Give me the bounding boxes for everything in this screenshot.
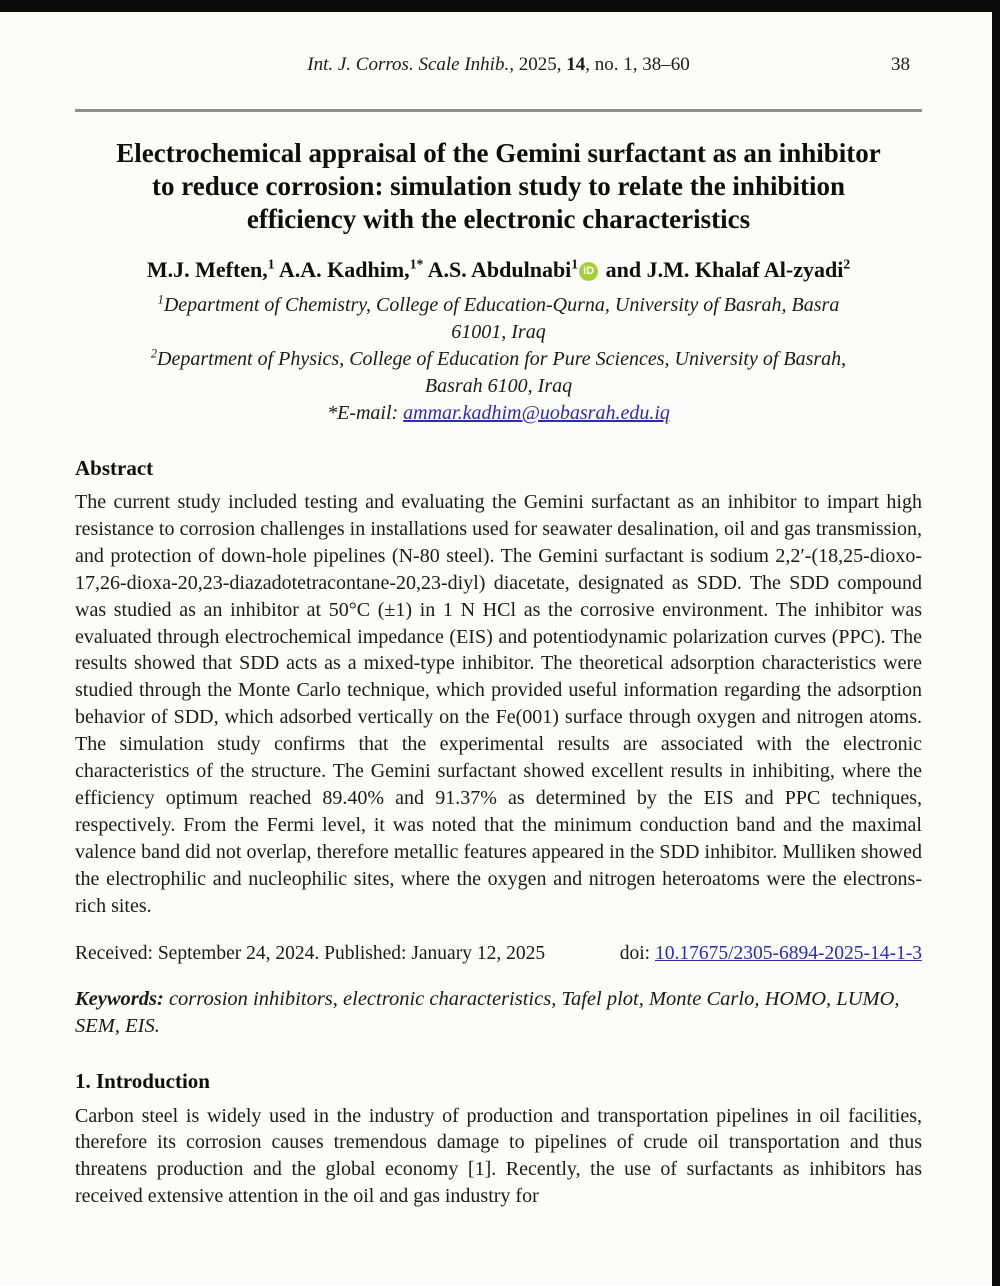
journal-header	[75, 52, 922, 78]
affiliation-1-mark: 1	[157, 292, 164, 307]
photo-border-right	[992, 0, 1000, 1286]
page-number: 38	[891, 54, 910, 75]
abstract-heading: Abstract	[75, 456, 154, 480]
received-published: Received: September 24, 2024. Published: January 12, 2025	[75, 942, 546, 964]
doi-container	[620, 941, 922, 967]
author-2-affil-mark: 1*	[409, 256, 424, 272]
affiliation-2-line-1	[75, 346, 922, 373]
author-line	[75, 257, 922, 283]
journal-name: Int. J. Corros. Scale Inhib.,	[307, 54, 514, 75]
journal-volume: 14	[566, 54, 586, 75]
journal-year: 2025,	[513, 54, 567, 75]
introduction-text: Carbon steel is widely used in the industry of production and transportation pipelines in oil facilities, therefore its corrosion causes tremendous damage to pipelines of crude oil transportation and thus threatens production and the global economy [1]. Recently, the use of surfactants as inhibitors has received extensive attention in the oil and gas industry for	[75, 1104, 922, 1208]
photo-border-top	[0, 0, 1000, 12]
author-3: A.S. Abdulnabi	[423, 257, 572, 282]
affiliation-2-text: Department of Physics, College of Education for Pure Sciences, University of Basrah,	[157, 348, 847, 370]
affiliation-1-text: Department of Chemistry, College of Education-Qurna, University of Basrah, Basra	[163, 294, 840, 316]
affiliation-1-line-1	[75, 292, 922, 319]
journal-issue-pages: , no. 1, 38–60	[585, 54, 690, 75]
doi-label: doi:	[619, 942, 655, 964]
doi-link[interactable]: 10.17675/2305-6894-2025-14-1-3	[654, 942, 922, 964]
keywords-text: corrosion inhibitors, electronic characteristics, Tafel plot, Monte Carlo, HOMO, LUMO, SEM, EIS.	[75, 987, 900, 1037]
title-line-2: to reduce corrosion: simulation study to relate the inhibition	[151, 171, 845, 201]
author-3-affil-mark: 1	[571, 256, 579, 272]
page-content	[75, 12, 922, 1210]
meta-row	[75, 941, 922, 967]
email-line	[75, 400, 922, 427]
affiliation-1-line-2: 61001, Iraq	[451, 321, 546, 343]
author-1-affil-mark: 1	[267, 256, 275, 272]
header-divider	[75, 109, 922, 112]
keywords-block	[75, 986, 922, 1040]
author-2: A.A. Kadhim,	[274, 257, 410, 282]
abstract-text: The current study included testing and evaluating the Gemini surfactant as an inhibitor to impart high resistance to corrosion challenges in installations used for seawater desalination, oil and gas transmission, and protection of down-hole pipelines (N-80 steel). The Gemini surfactant is sodium 2,2′-(18,25-dioxo-17,26-dioxa-20,23-diazadotetracontane-20,23-diyl) diacetate, designated as SDD. The SDD compound was studied as an inhibitor at 50°C (±1) in 1 N HCl as the corrosive environment. The inhibitor was evaluated through electrochemical impedance (EIS) and potentiodynamic polarization curves (PPC). The results showed that SDD acts as a mixed-type inhibitor. The theoretical adsorption characteristics were studied through the Monte Carlo technique, which provided useful information regarding the adsorption behavior of SDD, which adsorbed vertically on the Fe(001) surface through oxygen and nitrogen atoms. The simulation study confirms that the experimental results are associated with the electronic characteristics of the structure. The Gemini surfactant showed excellent results in inhibiting, where the efficiency optimum reached 89.40% and 91.37% as determined by the EIS and PPC techniques, respectively. From the Fermi level, it was noted that the minimum conduction band and the maximal valence band did not overlap, therefore metallic features appeared in the SDD inhibitor. Mulliken showed the electrophilic and nucleophilic sites, where the oxygen and nitrogen heteroatoms were the electrons-rich sites.	[75, 491, 922, 917]
email-link[interactable]: ammar.kadhim@uobasrah.edu.iq	[403, 402, 670, 424]
author-1: M.J. Meften,	[146, 257, 268, 282]
title-line-3: efficiency with the electronic characteristics	[246, 204, 751, 234]
orcid-icon[interactable]: iD	[579, 262, 598, 281]
affiliation-2-mark: 2	[150, 346, 158, 361]
author-4-affil-mark: 2	[843, 256, 851, 272]
introduction-heading: 1. Introduction	[75, 1068, 210, 1093]
keywords-label: Keywords:	[75, 987, 164, 1010]
paper-title	[75, 137, 922, 236]
author-4: and J.M. Khalaf Al-zyadi	[600, 257, 844, 282]
affiliations	[75, 292, 922, 427]
affiliation-2-line-2: Basrah 6100, Iraq	[424, 375, 573, 397]
title-line-1: Electrochemical appraisal of the Gemini surfactant as an inhibitor	[116, 138, 881, 168]
email-label: *E-mail:	[327, 402, 404, 424]
